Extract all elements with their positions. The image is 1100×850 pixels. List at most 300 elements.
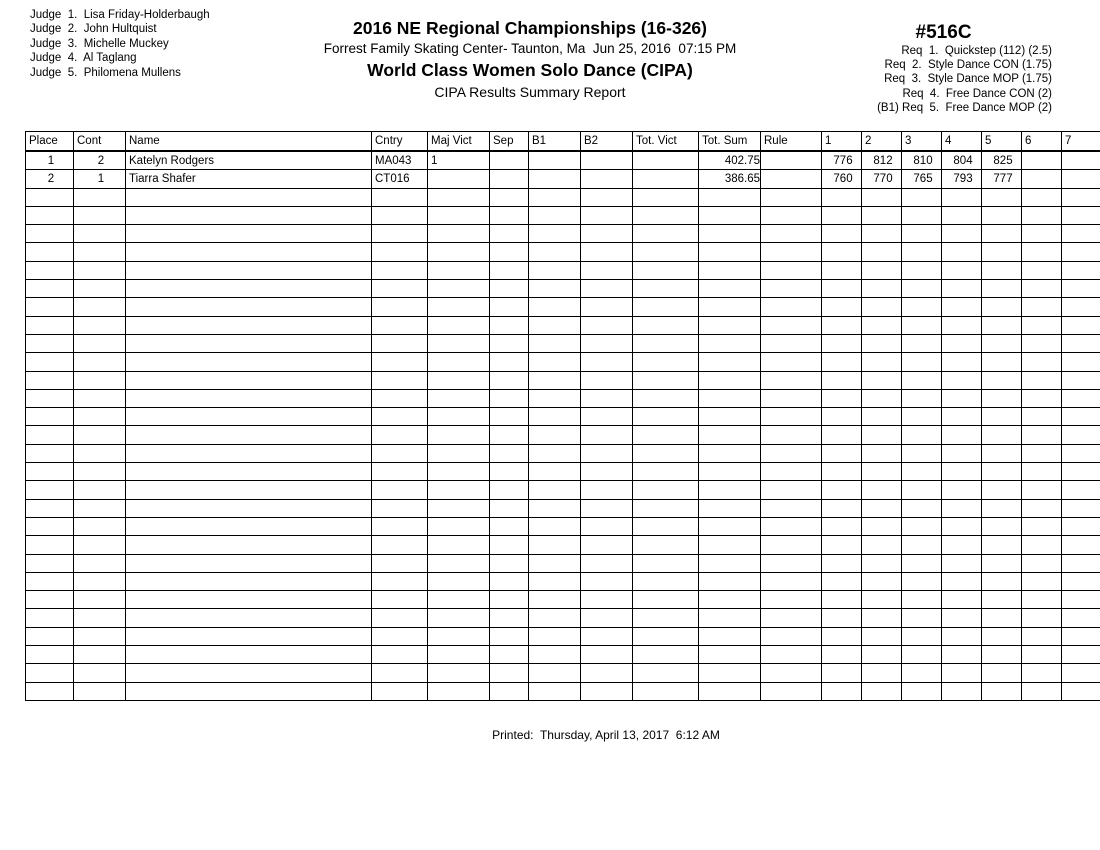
cell-empty <box>529 371 581 389</box>
cell-empty <box>490 353 529 371</box>
cell-empty <box>372 353 428 371</box>
cell-cont: 1 <box>74 170 126 188</box>
judge-label: Judge <box>30 37 62 50</box>
table-row-empty <box>26 463 1100 481</box>
cell-empty <box>428 206 490 224</box>
cell-b1 <box>529 151 581 170</box>
cell-maj-vict <box>428 170 490 188</box>
cell-empty <box>761 298 822 316</box>
cell-j4: 804 <box>942 151 982 170</box>
cell-empty <box>74 572 126 590</box>
cell-empty <box>372 664 428 682</box>
cell-empty <box>529 463 581 481</box>
cell-empty <box>372 261 428 279</box>
cell-empty <box>428 536 490 554</box>
cell-empty <box>126 353 372 371</box>
cell-empty <box>581 243 633 261</box>
cell-empty <box>529 261 581 279</box>
cell-empty <box>26 517 74 535</box>
cell-empty <box>126 554 372 572</box>
cell-empty <box>1062 371 1100 389</box>
cell-empty <box>1022 517 1062 535</box>
cell-empty <box>982 444 1022 462</box>
report-subtitle: CIPA Results Summary Report <box>434 84 626 100</box>
cell-j5: 777 <box>982 170 1022 188</box>
cell-empty <box>26 554 74 572</box>
column-header-cntry: Cntry <box>372 132 428 152</box>
cell-empty <box>490 646 529 664</box>
cell-empty <box>699 536 761 554</box>
cell-empty <box>372 499 428 517</box>
cell-empty <box>822 280 862 298</box>
cell-empty <box>581 517 633 535</box>
cell-empty <box>1022 316 1062 334</box>
cell-empty <box>74 536 126 554</box>
cell-empty <box>1022 536 1062 554</box>
cell-empty <box>761 243 822 261</box>
cell-empty <box>761 206 822 224</box>
cell-empty <box>982 664 1022 682</box>
cell-empty <box>126 481 372 499</box>
cell-empty <box>126 371 372 389</box>
table-row-empty <box>26 609 1100 627</box>
cell-empty <box>699 316 761 334</box>
cell-empty <box>942 463 982 481</box>
cell-maj-vict: 1 <box>428 151 490 170</box>
cell-empty <box>1022 334 1062 352</box>
cell-empty <box>529 243 581 261</box>
cell-empty <box>126 536 372 554</box>
cell-empty <box>822 334 862 352</box>
table-row-empty <box>26 554 1100 572</box>
cell-empty <box>428 554 490 572</box>
cell-empty <box>428 334 490 352</box>
cell-empty <box>942 206 982 224</box>
cell-empty <box>862 517 902 535</box>
cell-empty <box>862 353 902 371</box>
cell-empty <box>428 572 490 590</box>
cell-empty <box>822 481 862 499</box>
cell-empty <box>372 298 428 316</box>
cell-empty <box>529 334 581 352</box>
cell-empty <box>581 481 633 499</box>
cell-empty <box>761 554 822 572</box>
cell-cont: 2 <box>74 151 126 170</box>
cell-empty <box>902 206 942 224</box>
cell-empty <box>26 646 74 664</box>
table-row-empty <box>26 682 1100 700</box>
cell-empty <box>529 389 581 407</box>
cell-empty <box>529 554 581 572</box>
cell-empty <box>761 609 822 627</box>
cell-empty <box>942 609 982 627</box>
cell-empty <box>529 536 581 554</box>
cell-empty <box>372 517 428 535</box>
cell-empty <box>822 682 862 700</box>
cell-empty <box>633 591 699 609</box>
cell-empty <box>1022 371 1062 389</box>
cell-empty <box>1062 463 1100 481</box>
cell-empty <box>26 591 74 609</box>
requirement-text: Free Dance CON (2) <box>939 87 1052 100</box>
cell-empty <box>822 591 862 609</box>
cell-empty <box>74 389 126 407</box>
cell-empty <box>942 280 982 298</box>
cell-empty <box>902 536 942 554</box>
column-header-j7: 7 <box>1062 132 1100 152</box>
cell-empty <box>982 298 1022 316</box>
cell-empty <box>822 316 862 334</box>
table-row-empty <box>26 664 1100 682</box>
cell-empty <box>529 591 581 609</box>
cell-empty <box>822 517 862 535</box>
cell-sep <box>490 170 529 188</box>
cell-empty <box>822 298 862 316</box>
cell-empty <box>942 334 982 352</box>
cell-empty <box>822 225 862 243</box>
cell-empty <box>862 682 902 700</box>
cell-empty <box>822 554 862 572</box>
cell-empty <box>126 517 372 535</box>
cell-empty <box>982 572 1022 590</box>
cell-empty <box>1022 664 1062 682</box>
table-row-empty <box>26 444 1100 462</box>
column-header-sep: Sep <box>490 132 529 152</box>
cell-empty <box>26 353 74 371</box>
cell-b1 <box>529 170 581 188</box>
cell-empty <box>862 408 902 426</box>
cell-empty <box>428 261 490 279</box>
cell-tot-vict <box>633 151 699 170</box>
column-header-j3: 3 <box>902 132 942 152</box>
cell-empty <box>982 371 1022 389</box>
cell-empty <box>862 371 902 389</box>
cell-empty <box>761 572 822 590</box>
cell-empty <box>822 499 862 517</box>
report-title-block <box>230 18 830 102</box>
cell-empty <box>699 481 761 499</box>
table-row <box>26 151 1100 170</box>
cell-empty <box>982 627 1022 645</box>
cell-empty <box>761 334 822 352</box>
cell-empty <box>902 334 942 352</box>
cell-empty <box>1062 408 1100 426</box>
cell-empty <box>982 536 1022 554</box>
cell-tot-sum: 386.65 <box>699 170 761 188</box>
cell-empty <box>822 609 862 627</box>
cell-empty <box>74 682 126 700</box>
cell-empty <box>699 591 761 609</box>
cell-empty <box>982 609 1022 627</box>
cell-empty <box>1022 426 1062 444</box>
cell-empty <box>1062 426 1100 444</box>
cell-empty <box>942 554 982 572</box>
cell-empty <box>372 316 428 334</box>
cell-empty <box>1062 591 1100 609</box>
cell-empty <box>633 646 699 664</box>
cell-empty <box>1022 243 1062 261</box>
cell-empty <box>761 682 822 700</box>
judge-label: Judge <box>30 23 62 36</box>
cell-empty <box>529 280 581 298</box>
cell-empty <box>862 481 902 499</box>
cell-empty <box>490 316 529 334</box>
cell-empty <box>1022 554 1062 572</box>
cell-place: 2 <box>26 170 74 188</box>
cell-empty <box>761 426 822 444</box>
cell-empty <box>942 243 982 261</box>
cell-empty <box>529 664 581 682</box>
cell-empty <box>633 334 699 352</box>
cell-empty <box>633 664 699 682</box>
category-title: World Class Women Solo Dance (CIPA) <box>367 60 693 80</box>
cell-empty <box>428 627 490 645</box>
cell-empty <box>26 682 74 700</box>
cell-empty <box>982 334 1022 352</box>
cell-empty <box>982 206 1022 224</box>
cell-empty <box>862 225 902 243</box>
cell-empty <box>633 463 699 481</box>
cell-empty <box>761 481 822 499</box>
cell-empty <box>490 536 529 554</box>
cell-empty <box>126 334 372 352</box>
cell-empty <box>1062 572 1100 590</box>
cell-empty <box>1022 353 1062 371</box>
cell-empty <box>902 517 942 535</box>
cell-empty <box>699 334 761 352</box>
cell-empty <box>942 517 982 535</box>
cell-empty <box>982 316 1022 334</box>
judge-label: Judge <box>30 66 62 79</box>
cell-empty <box>862 261 902 279</box>
cell-place: 1 <box>26 151 74 170</box>
cell-empty <box>26 426 74 444</box>
cell-empty <box>490 206 529 224</box>
requirement-entry <box>877 58 1052 72</box>
requirement-text: Style Dance MOP (1.75) <box>921 73 1052 86</box>
cell-empty <box>26 371 74 389</box>
cell-empty <box>428 499 490 517</box>
cell-empty <box>490 664 529 682</box>
cell-empty <box>699 517 761 535</box>
cell-empty <box>26 499 74 517</box>
cell-empty <box>862 499 902 517</box>
cell-empty <box>372 554 428 572</box>
cell-empty <box>529 298 581 316</box>
requirement-prefix: (B1) <box>877 101 903 114</box>
cell-empty <box>26 444 74 462</box>
cell-empty <box>902 682 942 700</box>
cell-empty <box>529 646 581 664</box>
cell-empty <box>372 225 428 243</box>
requirement-lines <box>877 44 1052 115</box>
cell-empty <box>982 591 1022 609</box>
judge-label: Judge <box>30 9 62 21</box>
cell-empty <box>902 408 942 426</box>
cell-empty <box>372 646 428 664</box>
cell-empty <box>581 316 633 334</box>
cell-empty <box>1022 444 1062 462</box>
cell-empty <box>26 225 74 243</box>
cell-empty <box>633 353 699 371</box>
cell-empty <box>699 426 761 444</box>
cell-empty <box>529 225 581 243</box>
cell-empty <box>822 664 862 682</box>
table-row-empty <box>26 261 1100 279</box>
cell-empty <box>126 572 372 590</box>
cell-j2: 770 <box>862 170 902 188</box>
cell-empty <box>761 353 822 371</box>
table-row-empty <box>26 481 1100 499</box>
cell-empty <box>74 206 126 224</box>
cell-empty <box>633 627 699 645</box>
cell-empty <box>529 517 581 535</box>
cell-empty <box>581 426 633 444</box>
cell-empty <box>902 463 942 481</box>
cell-empty <box>581 554 633 572</box>
venue-and-datetime: Forrest Family Skating Center- Taunton, Ma Jun 25, 2016 07:15 PM <box>323 41 737 56</box>
cell-empty <box>581 536 633 554</box>
cell-empty <box>942 188 982 206</box>
judge-number: 2. <box>61 23 78 36</box>
judge-name: Al Taglang <box>77 52 137 65</box>
requirement-text: Quickstep (112) (2.5) <box>938 45 1052 57</box>
cell-empty <box>581 664 633 682</box>
cell-empty <box>581 225 633 243</box>
cell-empty <box>822 444 862 462</box>
cell-empty <box>633 408 699 426</box>
cell-empty <box>26 316 74 334</box>
cell-empty <box>633 206 699 224</box>
cell-empty <box>26 280 74 298</box>
cell-empty <box>74 517 126 535</box>
cell-b2 <box>581 151 633 170</box>
cell-empty <box>699 554 761 572</box>
cell-empty <box>982 243 1022 261</box>
cell-empty <box>1062 444 1100 462</box>
cell-empty <box>699 682 761 700</box>
cell-empty <box>822 536 862 554</box>
cell-empty <box>1062 536 1100 554</box>
column-header-j1: 1 <box>822 132 862 152</box>
cell-empty <box>490 298 529 316</box>
table-row-empty <box>26 536 1100 554</box>
cell-empty <box>1062 298 1100 316</box>
cell-empty <box>372 206 428 224</box>
cell-empty <box>862 664 902 682</box>
cell-empty <box>581 646 633 664</box>
cell-empty <box>982 261 1022 279</box>
table-body <box>26 151 1100 700</box>
cell-empty <box>490 444 529 462</box>
table-row-empty <box>26 298 1100 316</box>
table-row-empty <box>26 371 1100 389</box>
table-row-empty <box>26 316 1100 334</box>
cell-empty <box>26 389 74 407</box>
cell-empty <box>942 316 982 334</box>
cell-empty <box>633 371 699 389</box>
column-header-cont: Cont <box>74 132 126 152</box>
table-row-empty <box>26 591 1100 609</box>
cell-empty <box>1062 316 1100 334</box>
cell-empty <box>372 188 428 206</box>
cell-empty <box>74 426 126 444</box>
judge-entry <box>30 66 210 80</box>
cell-empty <box>1022 298 1062 316</box>
cell-empty <box>982 463 1022 481</box>
cell-empty <box>761 444 822 462</box>
cell-empty <box>942 591 982 609</box>
requirements-block <box>877 22 1052 115</box>
judge-number: 3. <box>61 37 78 50</box>
cell-empty <box>1022 499 1062 517</box>
cell-empty <box>633 280 699 298</box>
printed-timestamp <box>0 728 1100 742</box>
cell-empty <box>26 463 74 481</box>
table-row-empty <box>26 389 1100 407</box>
cell-sep <box>490 151 529 170</box>
table-row-empty <box>26 353 1100 371</box>
judge-name: Michelle Muckey <box>77 37 169 50</box>
cell-empty <box>26 188 74 206</box>
cell-empty <box>902 664 942 682</box>
cell-b2 <box>581 170 633 188</box>
cell-empty <box>1062 646 1100 664</box>
cell-empty <box>490 261 529 279</box>
table-row-empty <box>26 280 1100 298</box>
cell-empty <box>699 664 761 682</box>
cell-empty <box>699 609 761 627</box>
cell-empty <box>581 371 633 389</box>
cell-empty <box>862 316 902 334</box>
cell-empty <box>126 444 372 462</box>
requirement-label: Req 2. <box>884 59 922 72</box>
cell-empty <box>699 243 761 261</box>
cell-empty <box>126 627 372 645</box>
cell-empty <box>699 444 761 462</box>
cell-empty <box>761 408 822 426</box>
cell-empty <box>372 536 428 554</box>
cell-empty <box>902 426 942 444</box>
cell-empty <box>982 353 1022 371</box>
cell-empty <box>862 554 902 572</box>
judge-list <box>30 8 210 80</box>
cell-empty <box>490 463 529 481</box>
cell-empty <box>862 280 902 298</box>
cell-empty <box>942 646 982 664</box>
cell-empty <box>126 389 372 407</box>
cell-empty <box>633 188 699 206</box>
cell-empty <box>490 225 529 243</box>
cell-empty <box>1022 609 1062 627</box>
cell-empty <box>490 334 529 352</box>
cell-empty <box>490 499 529 517</box>
cell-empty <box>529 316 581 334</box>
cell-empty <box>372 572 428 590</box>
cell-empty <box>581 298 633 316</box>
cell-empty <box>529 481 581 499</box>
cell-empty <box>581 188 633 206</box>
cell-empty <box>942 572 982 590</box>
cell-empty <box>1022 261 1062 279</box>
cell-empty <box>982 225 1022 243</box>
cell-empty <box>902 225 942 243</box>
requirement-label: Req 4. <box>902 87 940 100</box>
cell-empty <box>862 591 902 609</box>
cell-empty <box>1062 280 1100 298</box>
cell-empty <box>942 371 982 389</box>
cell-empty <box>428 225 490 243</box>
